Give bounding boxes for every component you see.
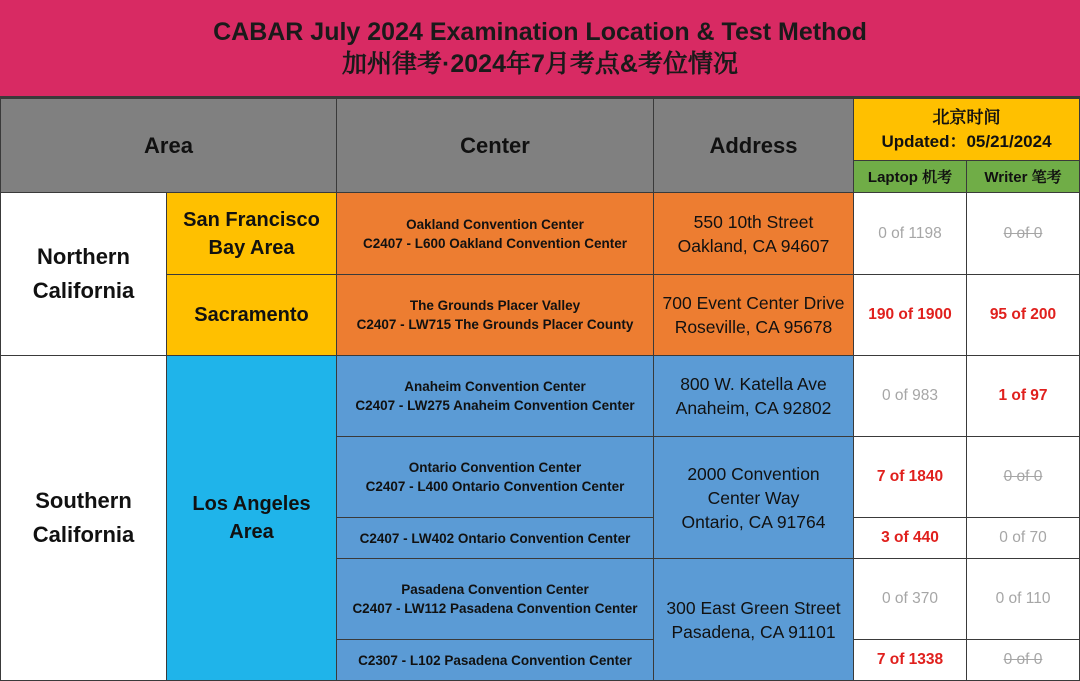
address-street: 550 10th Street	[693, 211, 814, 232]
address-oakland	[653, 192, 854, 275]
center-ontario-l400	[336, 436, 654, 518]
center-pasadena-lw112	[336, 558, 654, 640]
address-roseville	[653, 274, 854, 356]
address-city: Anaheim, CA 92802	[675, 398, 832, 418]
region-southern-california	[0, 355, 167, 681]
center-code: C2307 - L102 Pasadena Convention Center	[358, 652, 632, 668]
center-code: C2407 - LW275 Anaheim Convention Center	[355, 398, 635, 413]
center-code: C2407 - LW112 Pasadena Convention Center	[352, 601, 638, 616]
address-street: 700 Event Center Drive	[662, 293, 845, 313]
center-code: C2407 - LW402 Ontario Convention Center	[359, 530, 631, 546]
header-center: Center	[336, 98, 654, 193]
center-code: C2407 - L600 Oakland Convention Center	[362, 235, 628, 251]
center-pasadena-l102	[336, 639, 654, 681]
center-oakland	[336, 192, 654, 275]
writer-seats-anaheim: 1 of 97	[966, 355, 1080, 437]
address-street: 800 W. Katella Ave	[680, 374, 827, 394]
area-la-line2: Area	[229, 521, 274, 543]
area-sac-line1: Sacramento	[194, 304, 309, 326]
header-address: Address	[653, 98, 854, 193]
region-northern-line2: California	[32, 278, 135, 303]
region-southern-line1: Southern	[35, 488, 132, 513]
center-name: Anaheim Convention Center	[404, 379, 586, 394]
area-los-angeles	[166, 355, 337, 681]
area-sf-bay	[166, 192, 337, 275]
address-city: Roseville, CA 95678	[674, 317, 833, 337]
address-city: Ontario, CA 91764	[681, 511, 826, 532]
center-name: Ontario Convention Center	[408, 460, 582, 475]
area-sf-line2: Bay Area	[208, 236, 295, 259]
table-title	[0, 0, 1080, 98]
center-name: Oakland Convention Center	[406, 216, 584, 232]
center-name: Pasadena Convention Center	[401, 582, 589, 597]
address-ontario	[653, 436, 854, 559]
address-anaheim	[653, 355, 854, 437]
header-writer: Writer 笔考	[966, 160, 1080, 193]
header-area: Area	[0, 98, 337, 193]
laptop-seats-pasadena-l102: 7 of 1338	[853, 639, 967, 681]
center-name: The Grounds Placer Valley	[409, 298, 581, 313]
address-city: Pasadena, CA 91101	[671, 621, 836, 642]
center-anaheim	[336, 355, 654, 437]
center-grounds-placer	[336, 274, 654, 356]
region-northern-california	[0, 192, 167, 356]
area-sf-line1: San Francisco	[183, 208, 320, 231]
writer-seats-ontario-l400: 0 of 0	[966, 436, 1080, 518]
address-city: Oakland, CA 94607	[677, 235, 830, 256]
laptop-seats-ontario-lw402: 3 of 440	[853, 517, 967, 559]
address-street-cont: Center Way	[707, 487, 800, 508]
address-street: 2000 Convention	[687, 463, 820, 484]
laptop-seats-oakland: 0 of 1198	[853, 192, 967, 275]
writer-seats-oakland: 0 of 0	[966, 192, 1080, 275]
laptop-seats-ontario-l400: 7 of 1840	[853, 436, 967, 518]
center-ontario-lw402	[336, 517, 654, 559]
address-street: 300 East Green Street	[666, 597, 841, 618]
address-pasadena	[653, 558, 854, 681]
updated-date: Updated：05/21/2024	[881, 131, 1052, 151]
writer-seats-pasadena-l102: 0 of 0	[966, 639, 1080, 681]
updated-timezone: 北京时间	[932, 107, 1001, 127]
region-southern-line2: California	[32, 522, 135, 547]
writer-seats-ontario-lw402: 0 of 70	[966, 517, 1080, 559]
title-english: CABAR July 2024 Examination Location & Test Method	[213, 18, 867, 46]
header-updated	[853, 98, 1080, 161]
center-code: C2407 - L400 Ontario Convention Center	[365, 479, 625, 494]
header-laptop: Laptop 机考	[853, 160, 967, 193]
laptop-seats-pasadena-lw112: 0 of 370	[853, 558, 967, 640]
region-northern-line1: Northern	[37, 244, 130, 269]
writer-seats-grounds: 95 of 200	[966, 274, 1080, 356]
laptop-seats-grounds: 190 of 1900	[853, 274, 967, 356]
writer-seats-pasadena-lw112: 0 of 110	[966, 558, 1080, 640]
area-la-line1: Los Angeles	[192, 493, 311, 515]
area-sacramento	[166, 274, 337, 356]
center-code: C2407 - LW715 The Grounds Placer County	[356, 317, 634, 332]
title-chinese: 加州律考·2024年7月考点&考位情况	[342, 50, 738, 78]
laptop-seats-anaheim: 0 of 983	[853, 355, 967, 437]
